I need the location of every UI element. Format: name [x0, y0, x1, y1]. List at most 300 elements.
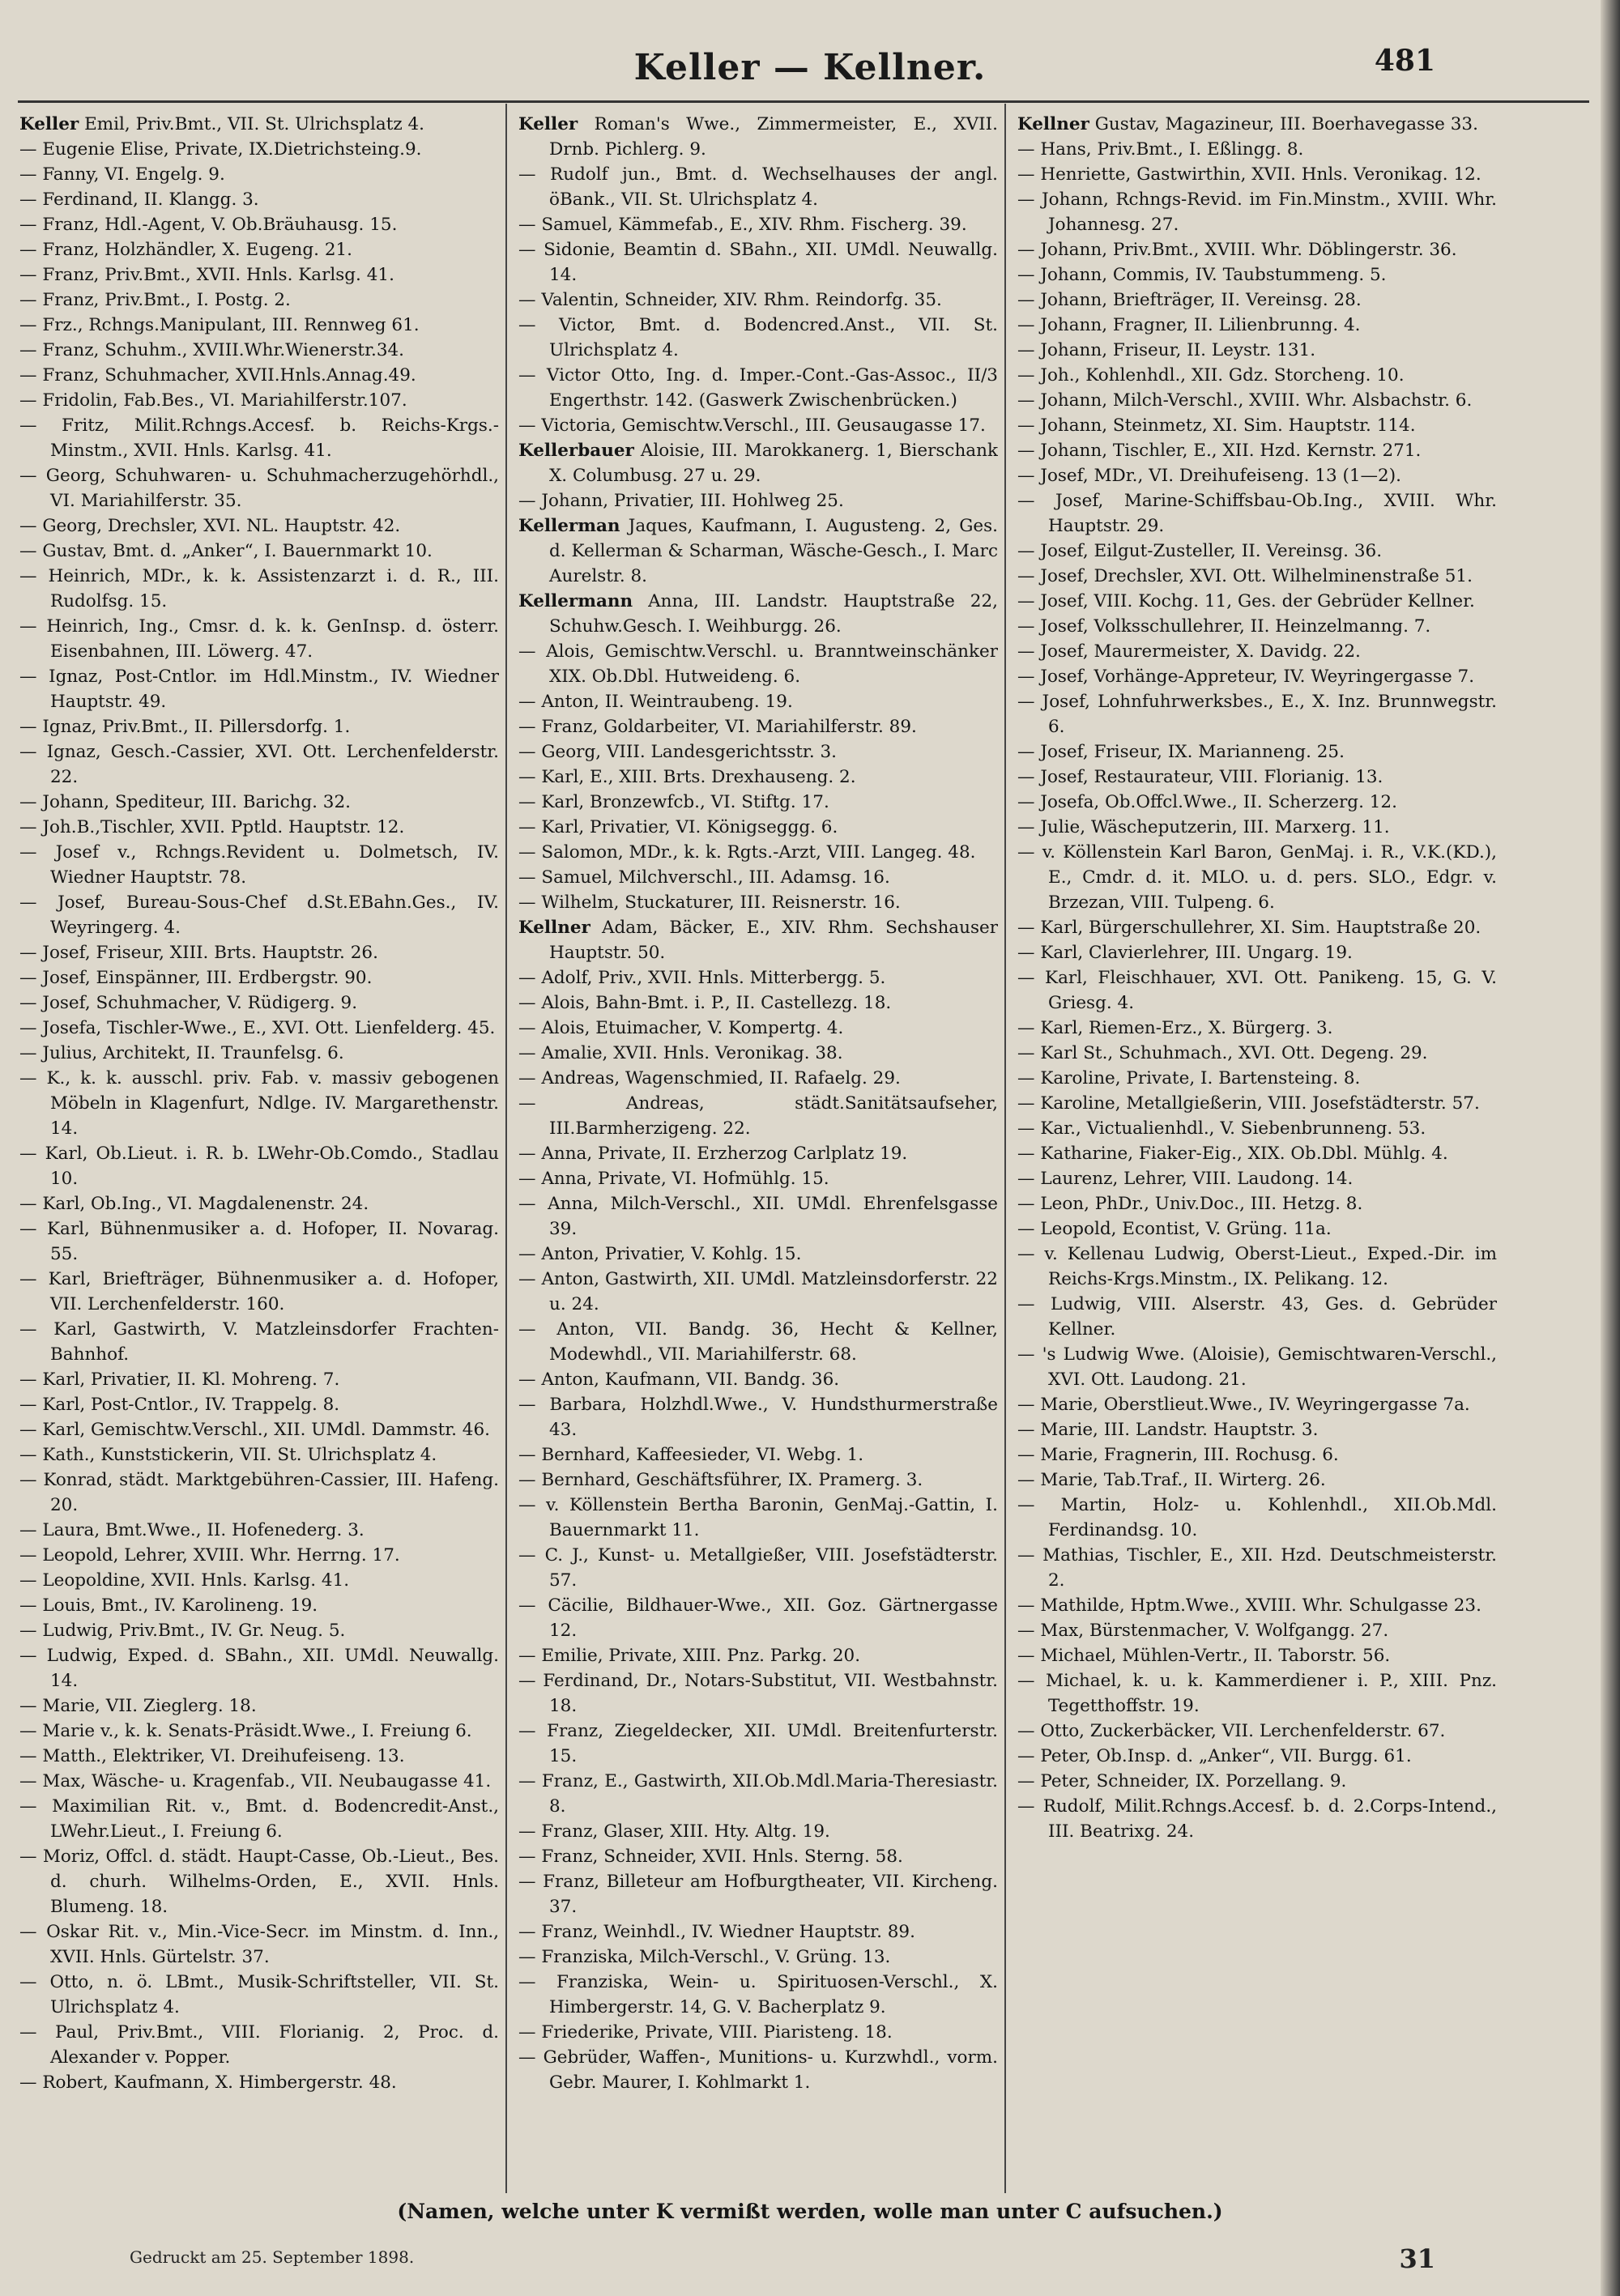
directory-entry — [1017, 1593, 1497, 1618]
directory-entry — [518, 965, 998, 990]
directory-entry — [19, 1392, 499, 1417]
entry-text: — Josef, Lohnfuhrwerksbes., E., X. Inz. Brunnwegstr. 6. — [1017, 692, 1497, 737]
directory-entry — [19, 1216, 499, 1267]
directory-entry — [518, 1543, 998, 1593]
directory-entry — [19, 1016, 499, 1041]
directory-entry — [1017, 965, 1497, 1016]
directory-entry — [1017, 689, 1497, 739]
entry-text: — Moriz, Offcl. d. städt. Haupt-Casse, Ob.-Lieut., Bes. d. churh. Wilhelms-Orden, E., XVII. Hnls. Blumeng. 18. — [19, 1847, 499, 1917]
entry-text: — Marie v., k. k. Senats-Präsidt.Wwe., I. Freiung 6. — [19, 1721, 472, 1741]
directory-entry — [518, 990, 998, 1016]
directory-entry — [19, 162, 499, 187]
entry-text: — Georg, VIII. Landesgerichtsstr. 3. — [518, 742, 837, 762]
entry-text: — Karl, Fleischhauer, XVI. Ott. Panikeng. 15, G. V. Griesg. 4. — [1017, 968, 1497, 1013]
directory-entry — [1017, 1342, 1497, 1392]
directory-entry — [518, 1041, 998, 1066]
directory-entry — [518, 589, 998, 639]
directory-entry — [1017, 262, 1497, 288]
entry-text: — Anton, Privatier, V. Kohlg. 15. — [518, 1244, 802, 1264]
directory-entry — [19, 1317, 499, 1367]
entry-text: — Valentin, Schneider, XIV. Rhm. Reindorfg. 35. — [518, 290, 942, 310]
column-divider — [505, 104, 507, 2193]
directory-entry — [518, 1467, 998, 1493]
entry-text: — Franz, Priv.Bmt., XVII. Hnls. Karlsg. 41. — [19, 265, 394, 285]
entry-text: — Josef, Schuhmacher, V. Rüdigerg. 9. — [19, 993, 358, 1013]
directory-entry — [1017, 137, 1497, 162]
entry-text: — Franz, Ziegeldecker, XII. UMdl. Breitenfurterstr. 15. — [518, 1721, 998, 1766]
entry-text: — Josef, MDr., VI. Dreihufeiseng. 13 (1—2). — [1017, 466, 1401, 486]
directory-entry — [19, 1417, 499, 1442]
directory-entry — [19, 965, 499, 990]
entry-text: — Louis, Bmt., IV. Karolineng. 19. — [19, 1595, 318, 1616]
directory-entry — [1017, 915, 1497, 940]
directory-entry — [19, 1719, 499, 1744]
entry-text: — Matth., Elektriker, VI. Dreihufeiseng. 13. — [19, 1746, 405, 1766]
entry-text: — Konrad, städt. Marktgebühren-Cassier, III. Hafeng. 20. — [19, 1470, 499, 1515]
directory-entry — [1017, 463, 1497, 488]
directory-entry — [1017, 1467, 1497, 1493]
entry-text: — Salomon, MDr., k. k. Rgts.-Arzt, VIII. Langeg. 48. — [518, 842, 976, 863]
directory-entry — [1017, 288, 1497, 313]
directory-entry — [19, 1844, 499, 1919]
entry-text: — Franz, Hdl.-Agent, V. Ob.Bräuhausg. 15. — [19, 215, 398, 235]
directory-entry — [19, 1643, 499, 1693]
entry-text: — Josef, Drechsler, XVI. Ott. Wilhelminenstraße 51. — [1017, 566, 1473, 586]
entry-text: — Josef, Volksschullehrer, II. Heinzelmanng. 7. — [1017, 616, 1431, 637]
directory-entry — [1017, 1668, 1497, 1719]
entry-text: — Anton, Gastwirth, XII. UMdl. Matzleinsdorferstr. 22 u. 24. — [518, 1269, 998, 1314]
entry-text: — Ignaz, Gesch.-Cassier, XVI. Ott. Lerchenfelderstr. 22. — [19, 742, 499, 787]
directory-entry — [1017, 664, 1497, 689]
entry-text: — Gustav, Bmt. d. „Anker“, I. Bauernmarkt 10. — [19, 541, 433, 561]
directory-entry — [1017, 338, 1497, 363]
directory-entry — [1017, 840, 1497, 915]
entry-text: — Karoline, Private, I. Bartensteing. 8. — [1017, 1068, 1361, 1088]
directory-entry — [19, 790, 499, 815]
entry-text: — C. J., Kunst- u. Metallgießer, VIII. Josefstädterstr. 57. — [518, 1545, 998, 1591]
directory-entry — [19, 513, 499, 539]
entry-text: — Johann, Rchngs-Revid. im Fin.Minstm., XVIII. Whr. Johannesg. 27. — [1017, 190, 1497, 235]
directory-entry — [19, 363, 499, 388]
entry-text: — Ignaz, Post-Cntlor. im Hdl.Minstm., IV. Wiedner Hauptstr. 49. — [19, 667, 499, 712]
directory-entry — [518, 212, 998, 237]
footer-note: (Namen, welche unter K vermißt werden, wolle man unter C aufsuchen.) — [397, 2200, 1223, 2223]
entry-text: — K., k. k. ausschl. priv. Fab. v. massiv gebogenen Möbeln in Klagenfurt, Ndlge. IV. Margarethenstr. 14. — [19, 1068, 499, 1139]
print-date: Gedruckt am 25. September 1898. — [130, 2247, 415, 2267]
directory-entry — [518, 288, 998, 313]
directory-entry — [19, 1467, 499, 1518]
entry-text: — Samuel, Milchverschl., III. Adamsg. 16. — [518, 867, 890, 888]
directory-entry — [1017, 1141, 1497, 1166]
surname-heading: Kellner — [1017, 114, 1089, 134]
directory-entry — [19, 313, 499, 338]
entry-text: — Karl, Gemischtw.Verschl., XII. UMdl. Dammstr. 46. — [19, 1420, 490, 1440]
entry-text: — Alois, Gemischtw.Verschl. u. Branntweinschänker XIX. Ob.Dbl. Hutweideng. 6. — [518, 641, 998, 687]
entry-text: Aloisie, III. Marokkanerg. 1, Bierschank X. Columbusg. 27 u. 29. — [549, 441, 998, 486]
directory-entry — [518, 714, 998, 739]
directory-entry — [1017, 639, 1497, 664]
entry-text: Jaques, Kaufmann, I. Augusteng. 2, Ges. d. Kellerman & Scharman, Wäsche-Gesch., I. Marc Aurelstr. 8. — [549, 516, 998, 586]
directory-entry — [19, 1769, 499, 1794]
directory-entry — [19, 1693, 499, 1719]
entry-text: — Fanny, VI. Engelg. 9. — [19, 164, 225, 185]
directory-entry — [1017, 1242, 1497, 1292]
directory-entry — [518, 1919, 998, 1945]
entry-text: Gustav, Magazineur, III. Boerhavegasse 33. — [1089, 114, 1478, 134]
directory-entry — [1017, 413, 1497, 438]
entry-text: — Samuel, Kämmefab., E., XIV. Rhm. Fischerg. 39. — [518, 215, 967, 235]
directory-entry — [19, 564, 499, 614]
entry-text: — Franz, Schuhmacher, XVII.Hnls.Annag.49. — [19, 365, 416, 386]
directory-entry — [518, 237, 998, 288]
entry-text: — Karl, Ob.Ing., VI. Magdalenenstr. 24. — [19, 1194, 369, 1214]
directory-entry — [1017, 1041, 1497, 1066]
directory-entry — [19, 714, 499, 739]
directory-entry — [518, 1141, 998, 1166]
entry-text: — Maximilian Rit. v., Bmt. d. Bodencredit-Anst., LWehr.Lieut., I. Freiung 6. — [19, 1796, 499, 1842]
entry-text: — Peter, Schneider, IX. Porzellang. 9. — [1017, 1771, 1347, 1791]
scan-edge — [1601, 0, 1620, 2296]
entry-text: — Franz, Goldarbeiter, VI. Mariahilferstr. 89. — [518, 717, 917, 737]
entry-text: — Alois, Etuimacher, V. Kompertg. 4. — [518, 1018, 844, 1038]
column-2 — [518, 112, 998, 2193]
directory-entry — [1017, 112, 1497, 137]
entry-text: — Mathilde, Hptm.Wwe., XVIII. Whr. Schulgasse 23. — [1017, 1595, 1481, 1616]
entry-text: — Franziska, Wein- u. Spirituosen-Verschl., X. Himbergerstr. 14, G. V. Bacherplatz 9. — [518, 1972, 998, 2017]
directory-entry — [19, 262, 499, 288]
directory-entry — [518, 488, 998, 513]
directory-entry — [518, 313, 998, 363]
directory-entry — [1017, 1016, 1497, 1041]
directory-entry — [19, 1593, 499, 1618]
directory-entry — [518, 1367, 998, 1392]
directory-entry — [19, 1191, 499, 1216]
entry-text: — Josef, Vorhänge-Appreteur, IV. Weyringergasse 7. — [1017, 667, 1475, 687]
entry-text: — Michael, Mühlen-Vertr., II. Taborstr. 56. — [1017, 1646, 1391, 1666]
entry-text: — Heinrich, Ing., Cmsr. d. k. k. GenInsp. d. österr. Eisenbahnen, III. Löwerg. 47. — [19, 616, 499, 662]
entry-text: — Rudolf, Milit.Rchngs.Accesf. b. d. 2.Corps-Intend., III. Beatrixg. 24. — [1017, 1796, 1497, 1842]
directory-entry — [518, 1016, 998, 1041]
entry-text: — Victor Otto, Ing. d. Imper.-Cont.-Gas-Assoc., II/3 Engerthstr. 142. (Gaswerk Zwischenbrücken.) — [518, 365, 998, 411]
entry-text: — Karl, Bronzewfcb., VI. Stiftg. 17. — [518, 792, 829, 812]
directory-entry — [1017, 1769, 1497, 1794]
entry-text: — Johann, Privatier, III. Hohlweg 25. — [518, 491, 844, 511]
directory-entry — [1017, 1216, 1497, 1242]
directory-entry — [19, 840, 499, 890]
entry-text: Adam, Bäcker, E., XIV. Rhm. Sechshauser Hauptstr. 50. — [549, 918, 998, 963]
directory-entry — [1017, 1091, 1497, 1116]
directory-entry — [1017, 815, 1497, 840]
directory-entry — [19, 1141, 499, 1191]
entry-text: — Andreas, städt.Sanitätsaufseher, III.Barmherzigeng. 22. — [518, 1093, 998, 1139]
entry-text: — Josef, Maurermeister, X. Davidg. 22. — [1017, 641, 1361, 662]
surname-heading: Keller — [518, 114, 578, 134]
directory-entry — [1017, 187, 1497, 237]
surname-heading: Kellermann — [518, 591, 633, 611]
directory-entry — [19, 1794, 499, 1844]
entry-text: — Victor, Bmt. d. Bodencred.Anst., VII. St. Ulrichsplatz 4. — [518, 315, 998, 360]
entry-text: — Adolf, Priv., XVII. Hnls. Mitterbergg. 5. — [518, 968, 886, 988]
entry-text: — Anna, Private, VI. Hofmühlg. 15. — [518, 1169, 829, 1189]
directory-entry — [19, 1543, 499, 1568]
directory-entry — [518, 765, 998, 790]
surname-heading: Keller — [19, 114, 79, 134]
directory-entry — [518, 1091, 998, 1141]
column-3 — [1017, 112, 1497, 2193]
entry-text: — Ludwig, VIII. Alserstr. 43, Ges. d. Gebrüder Kellner. — [1017, 1294, 1497, 1340]
directory-entry — [1017, 1191, 1497, 1216]
directory-entry — [1017, 614, 1497, 639]
entry-text: — v. Köllenstein Karl Baron, GenMaj. i. R., V.K.(KD.), E., Cmdr. d. it. MLO. u. d. pers. SLO., Edgr. v. Brzezan, VIII. Tulpeng. 6. — [1017, 842, 1497, 913]
entry-text: — Karl, Privatier, VI. Königseggg. 6. — [518, 817, 838, 837]
directory-entry — [1017, 765, 1497, 790]
entry-text: — Max, Wäsche- u. Kragenfab., VII. Neubaugasse 41. — [19, 1771, 492, 1791]
entry-text: — Leopold, Econtist, V. Grüng. 11a. — [1017, 1219, 1332, 1239]
sheet-number: 31 — [1399, 2243, 1435, 2274]
directory-entry — [19, 237, 499, 262]
entry-text: — Sidonie, Beamtin d. SBahn., XII. UMdl. Neuwallg. 14. — [518, 240, 998, 285]
directory-entry — [518, 1442, 998, 1467]
entry-text: — Johann, Steinmetz, XI. Sim. Hauptstr. 114. — [1017, 415, 1416, 436]
directory-entry — [518, 1769, 998, 1819]
directory-entry — [518, 1945, 998, 1970]
directory-entry — [1017, 790, 1497, 815]
directory-entry — [1017, 1794, 1497, 1844]
entry-text: — Josef, Einspänner, III. Erdbergstr. 90. — [19, 968, 373, 988]
directory-entry — [518, 815, 998, 840]
surname-heading: Kellerman — [518, 516, 620, 536]
entry-text: — Bernhard, Kaffeesieder, VI. Webg. 1. — [518, 1445, 864, 1465]
entry-text: — 's Ludwig Wwe. (Aloisie), Gemischtwaren-Verschl., XVI. Ott. Laudong. 21. — [1017, 1344, 1497, 1390]
directory-entry — [19, 1919, 499, 1970]
directory-entry — [518, 2020, 998, 2045]
directory-entry — [1017, 1066, 1497, 1091]
directory-entry — [518, 1066, 998, 1091]
directory-entry — [518, 689, 998, 714]
entry-text: — v. Kellenau Ludwig, Oberst-Lieut., Exped.-Dir. im Reichs-Krgs.Minstm., IX. Pelikang. 12. — [1017, 1244, 1497, 1289]
surname-heading: Kellerbauer — [518, 441, 634, 461]
entry-text: — Karl, Clavierlehrer, III. Ungarg. 19. — [1017, 943, 1353, 963]
entry-text: — Fritz, Milit.Rchngs.Accesf. b. Reichs-Krgs.-Minstm., XVII. Hnls. Karlsg. 41. — [19, 415, 499, 461]
entry-text: — Franz, Billeteur am Hofburgtheater, VII. Kircheng. 37. — [518, 1872, 998, 1917]
directory-entry — [518, 2045, 998, 2095]
directory-entry — [1017, 363, 1497, 388]
entry-text: — Leopold, Lehrer, XVIII. Whr. Herrng. 17. — [19, 1545, 400, 1565]
directory-entry — [1017, 438, 1497, 463]
directory-entry — [518, 1869, 998, 1919]
directory-entry — [19, 614, 499, 664]
entry-text: — Otto, n. ö. LBmt., Musik-Schriftsteller, VII. St. Ulrichsplatz 4. — [19, 1972, 499, 2017]
entry-text: — Leopoldine, XVII. Hnls. Karlsg. 41. — [19, 1570, 350, 1591]
directory-entry — [518, 1242, 998, 1267]
entry-text: — Franz, E., Gastwirth, XII.Ob.Mdl.Maria-Theresiastr. 8. — [518, 1771, 998, 1817]
directory-entry — [518, 865, 998, 890]
entry-text: — Marie, III. Landstr. Hauptstr. 3. — [1017, 1420, 1319, 1440]
entry-text: — Joh.B.,Tischler, XVII. Pptld. Hauptstr. 12. — [19, 817, 405, 837]
directory-entry — [19, 1066, 499, 1141]
entry-text: — Max, Bürstenmacher, V. Wolfgangg. 27. — [1017, 1621, 1389, 1641]
directory-entry — [19, 990, 499, 1016]
directory-entry — [1017, 1442, 1497, 1467]
directory-entry — [518, 1493, 998, 1543]
entry-text: — Josef, Eilgut-Zusteller, II. Vereinsg. 36. — [1017, 541, 1383, 561]
entry-text: — Anton, VII. Bandg. 36, Hecht & Kellner, Modewhdl., VII. Mariahilferstr. 68. — [518, 1319, 998, 1365]
entry-text: — Cäcilie, Bildhauer-Wwe., XII. Goz. Gärtnergasse 12. — [518, 1595, 998, 1641]
directory-entry — [1017, 1719, 1497, 1744]
directory-entry — [1017, 1417, 1497, 1442]
directory-entry — [19, 1518, 499, 1543]
entry-text: — Anton, Kaufmann, VII. Bandg. 36. — [518, 1370, 840, 1390]
entry-text: — Anna, Private, II. Erzherzog Carlplatz 19. — [518, 1144, 908, 1164]
entry-text: — Peter, Ob.Insp. d. „Anker“, VII. Burgg. 61. — [1017, 1746, 1412, 1766]
entry-text: — Franz, Schuhm., XVIII.Whr.Wienerstr.34. — [19, 340, 405, 360]
entry-text: — Barbara, Holzhdl.Wwe., V. Hundsthurmerstraße 43. — [518, 1395, 998, 1440]
entry-text: — Karl, Post-Cntlor., IV. Trappelg. 8. — [19, 1395, 340, 1415]
entry-text: — Laurenz, Lehrer, VIII. Laudong. 14. — [1017, 1169, 1354, 1189]
entry-text: — Karl, Privatier, II. Kl. Mohreng. 7. — [19, 1370, 340, 1390]
entry-text: — Georg, Drechsler, XVI. NL. Hauptstr. 42. — [19, 516, 401, 536]
entry-text: — Gebrüder, Waffen-, Munitions- u. Kurzwhdl., vorm. Gebr. Maurer, I. Kohlmarkt 1. — [518, 2047, 998, 2093]
entry-text: — Andreas, Wagenschmied, II. Rafaelg. 29. — [518, 1068, 901, 1088]
entry-text: — Paul, Priv.Bmt., VIII. Florianig. 2, Proc. d. Alexander v. Popper. — [19, 2022, 499, 2068]
entry-text: — Josef, Friseur, IX. Marianneng. 25. — [1017, 742, 1345, 762]
entry-text: — Eugenie Elise, Private, IX.Dietrichsteing.9. — [19, 139, 422, 160]
entry-text: — Karl, Bühnenmusiker a. d. Hofoper, II. Novarag. 55. — [19, 1219, 499, 1264]
directory-entry — [518, 162, 998, 212]
directory-entry — [1017, 539, 1497, 564]
entry-text: — Rudolf jun., Bmt. d. Wechselhauses der angl. öBank., VII. St. Ulrichsplatz 4. — [518, 164, 998, 210]
directory-entry — [1017, 313, 1497, 338]
directory-entry — [19, 1744, 499, 1769]
directory-entry — [19, 1041, 499, 1066]
directory-entry — [518, 840, 998, 865]
entry-text: — v. Köllenstein Bertha Baronin, GenMaj.-Gattin, I. Bauernmarkt 11. — [518, 1495, 998, 1540]
directory-entry — [1017, 388, 1497, 413]
entry-text: — Fridolin, Fab.Bes., VI. Mariahilferstr.107. — [19, 390, 407, 411]
directory-entry — [19, 288, 499, 313]
entry-text: — Karl St., Schuhmach., XVI. Ott. Degeng. 29. — [1017, 1043, 1428, 1063]
directory-entry — [518, 915, 998, 965]
directory-entry — [19, 890, 499, 940]
directory-entry — [518, 438, 998, 488]
entry-text: — Leon, PhDr., Univ.Doc., III. Hetzg. 8. — [1017, 1194, 1363, 1214]
entry-text: — Laura, Bmt.Wwe., II. Hofenederg. 3. — [19, 1520, 364, 1540]
entry-text: — Franz, Weinhdl., IV. Wiedner Hauptstr. 89. — [518, 1922, 915, 1942]
directory-entry — [518, 1593, 998, 1643]
entry-text: — Marie, Fragnerin, III. Rochusg. 6. — [1017, 1445, 1339, 1465]
entry-text: — Johann, Briefträger, II. Vereinsg. 28. — [1017, 290, 1362, 310]
entry-text: — Franz, Glaser, XIII. Hty. Altg. 19. — [518, 1821, 830, 1842]
entry-text: — Katharine, Fiaker-Eig., XIX. Ob.Dbl. Mühlg. 4. — [1017, 1144, 1448, 1164]
directory-entry — [518, 1191, 998, 1242]
directory-entry — [19, 940, 499, 965]
entry-text: — Josef, Marine-Schiffsbau-Ob.Ing., XVIII. Whr. Hauptstr. 29. — [1017, 491, 1497, 536]
entry-text: — Ludwig, Priv.Bmt., IV. Gr. Neug. 5. — [19, 1621, 346, 1641]
directory-entry — [19, 137, 499, 162]
entry-text: Roman's Wwe., Zimmermeister, E., XVII. Drnb. Pichlerg. 9. — [549, 114, 998, 160]
directory-entry — [1017, 237, 1497, 262]
directory-entry — [518, 1643, 998, 1668]
entry-text: — Josef, Bureau-Sous-Chef d.St.EBahn.Ges., IV. Weyringerg. 4. — [19, 892, 499, 938]
entry-text: — Josefa, Tischler-Wwe., E., XVI. Ott. Lienfelderg. 45. — [19, 1018, 496, 1038]
directory-entry — [1017, 1744, 1497, 1769]
entry-text: — Josef, Restaurateur, VIII. Florianig. 13. — [1017, 767, 1383, 787]
directory-entry — [518, 1668, 998, 1719]
entry-text: — Martin, Holz- u. Kohlenhdl., XII.Ob.Mdl. Ferdinandsg. 10. — [1017, 1495, 1497, 1540]
entry-text: — Johann, Spediteur, III. Barichg. 32. — [19, 792, 352, 812]
entry-text: — Victoria, Gemischtw.Verschl., III. Geusaugasse 17. — [518, 415, 986, 436]
directory-entry — [1017, 1392, 1497, 1417]
entry-text: — Joh., Kohlenhdl., XII. Gdz. Storcheng. 10. — [1017, 365, 1405, 386]
entry-text: — Ferdinand, II. Klangg. 3. — [19, 190, 259, 210]
entry-text: — Mathias, Tischler, E., XII. Hzd. Deutschmeisterstr. 2. — [1017, 1545, 1497, 1591]
entry-text: — Ignaz, Priv.Bmt., II. Pillersdorfg. 1. — [19, 717, 351, 737]
directory-entry — [19, 539, 499, 564]
directory-entry — [19, 1267, 499, 1317]
directory-entry — [518, 1267, 998, 1317]
directory-entry — [19, 739, 499, 790]
directory-entry — [1017, 488, 1497, 539]
entry-text: — Josefa, Ob.Offcl.Wwe., II. Scherzerg. 12. — [1017, 792, 1397, 812]
header-rule — [18, 100, 1589, 103]
directory-entry — [19, 1367, 499, 1392]
directory-entry — [1017, 1643, 1497, 1668]
entry-text: — Hans, Priv.Bmt., I. Eßlingg. 8. — [1017, 139, 1304, 160]
directory-entry — [1017, 1493, 1497, 1543]
directory-entry — [518, 1970, 998, 2020]
directory-entry — [1017, 1166, 1497, 1191]
directory-entry — [19, 187, 499, 212]
entry-text: — Johann, Commis, IV. Taubstummeng. 5. — [1017, 265, 1387, 285]
entry-text: — Johann, Friseur, II. Leystr. 131. — [1017, 340, 1316, 360]
entry-text: — Karl, Riemen-Erz., X. Bürgerg. 3. — [1017, 1018, 1333, 1038]
directory-entry — [518, 790, 998, 815]
entry-text: Emil, Priv.Bmt., VII. St. Ulrichsplatz 4. — [79, 114, 425, 134]
directory-entry — [19, 112, 499, 137]
surname-heading: Kellner — [518, 918, 590, 938]
directory-entry — [518, 413, 998, 438]
entry-text: — Franz, Holzhändler, X. Eugeng. 21. — [19, 240, 353, 260]
entry-text: — Wilhelm, Stuckaturer, III. Reisnerstr. 16. — [518, 892, 901, 913]
entry-text: — Bernhard, Geschäftsführer, IX. Pramerg. 3. — [518, 1470, 923, 1490]
entry-text: — Emilie, Private, XIII. Pnz. Parkg. 20. — [518, 1646, 861, 1666]
directory-entry — [1017, 1292, 1497, 1342]
directory-entry — [19, 1970, 499, 2020]
entry-text: — Kar., Victualienhdl., V. Siebenbrunneng. 53. — [1017, 1118, 1426, 1139]
directory-entry — [518, 890, 998, 915]
directory-entry — [518, 513, 998, 589]
entry-text: — Franziska, Milch-Verschl., V. Grüng. 13. — [518, 1947, 891, 1967]
entry-text: — Karl, Briefträger, Bühnenmusiker a. d. Hofoper, VII. Lerchenfelderstr. 160. — [19, 1269, 499, 1314]
directory-entry — [1017, 564, 1497, 589]
directory-entry — [19, 413, 499, 463]
directory-entry — [518, 112, 998, 162]
directory-entry — [518, 1719, 998, 1769]
entry-text: — Heinrich, MDr., k. k. Assistenzarzt i. d. R., III. Rudolfsg. 15. — [19, 566, 499, 611]
entry-text: — Anton, II. Weintraubeng. 19. — [518, 692, 793, 712]
directory-entry — [19, 1442, 499, 1467]
directory-entry — [1017, 1618, 1497, 1643]
entry-text: — Georg, Schuhwaren- u. Schuhmacherzugehörhdl., VI. Mariahilferstr. 35. — [19, 466, 499, 511]
directory-entry — [518, 1317, 998, 1367]
entry-text: — Josef, VIII. Kochg. 11, Ges. der Gebrüder Kellner. — [1017, 591, 1475, 611]
directory-entry — [518, 1819, 998, 1844]
column-divider — [1004, 104, 1006, 2193]
directory-entry — [19, 815, 499, 840]
directory-entry — [1017, 589, 1497, 614]
directory-entry — [518, 639, 998, 689]
directory-entry — [518, 739, 998, 765]
